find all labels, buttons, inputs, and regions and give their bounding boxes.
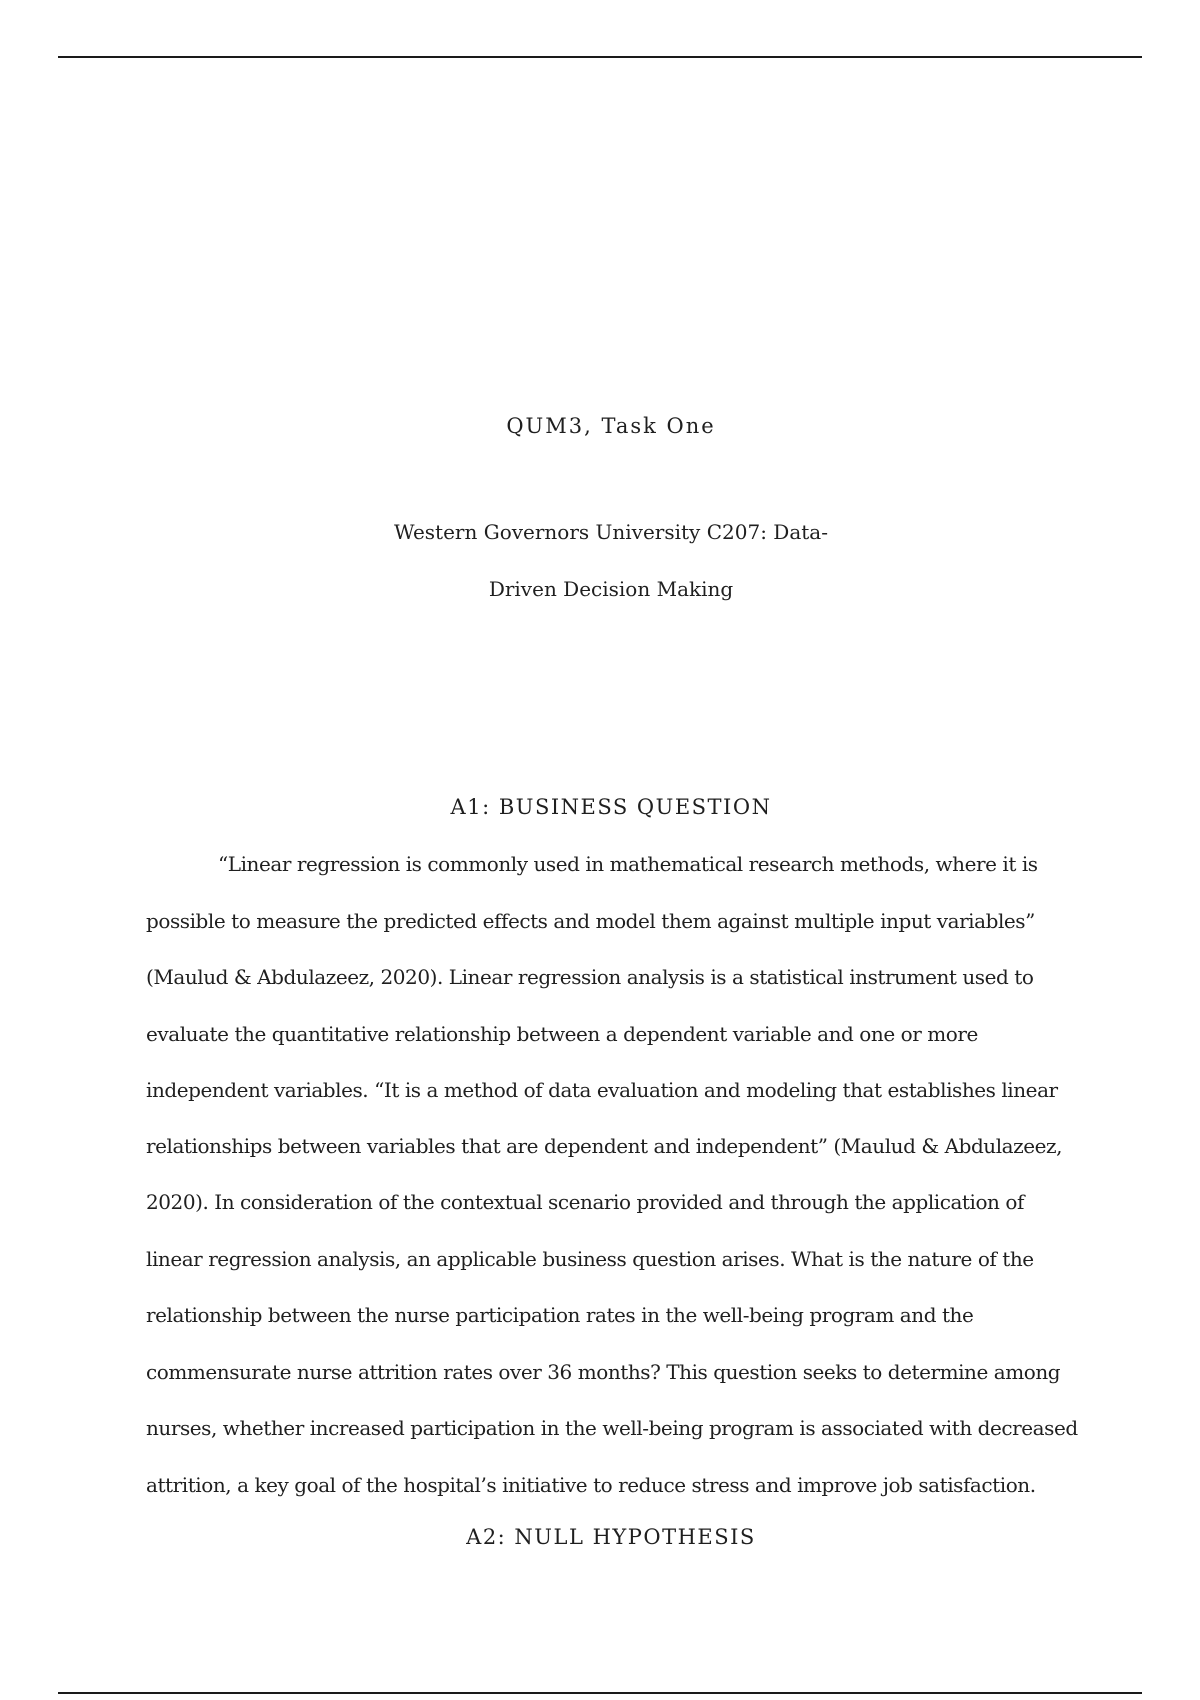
section-heading-null-hypothesis: A2: NULL HYPOTHESIS [466,1525,756,1549]
body-line: relationship between the nurse participation rates in the well-being program and the [146,1303,974,1327]
body-line: 2020). In consideration of the contextual scenario provided and through the application of [146,1190,1024,1214]
body-line: evaluate the quantitative relationship between a dependent variable and one or more [146,1022,978,1046]
body-line: commensurate nurse attrition rates over 36 months? This question seeks to determine among [146,1360,1061,1384]
body-line: “Linear regression is commonly used in mathematical research methods, where it is [218,852,1038,876]
document-title: QUM3, Task One [506,414,716,438]
subtitle-line-2: Driven Decision Making [488,577,734,601]
subtitle-line-1: Western Governors University C207: Data- [394,520,828,544]
section-heading-business-question: A1: BUSINESS QUESTION [450,795,772,819]
bottom-rule [58,1692,1142,1694]
body-line: independent variables. “It is a method of data evaluation and modeling that establishes linear [146,1078,1058,1102]
body-line: linear regression analysis, an applicable business question arises. What is the nature of the [146,1247,1034,1271]
body-line: possible to measure the predicted effects and model them against multiple input variables” [146,909,1035,933]
top-rule [58,56,1142,58]
body-line: (Maulud & Abdulazeez, 2020). Linear regression analysis is a statistical instrument used to [146,965,1034,989]
body-line: relationships between variables that are dependent and independent” (Maulud & Abdulazeez, [146,1134,1063,1158]
body-line: nurses, whether increased participation in the well-being program is associated with decreased [146,1416,1078,1440]
body-line: attrition, a key goal of the hospital’s initiative to reduce stress and improve job satisfaction. [146,1473,1036,1497]
